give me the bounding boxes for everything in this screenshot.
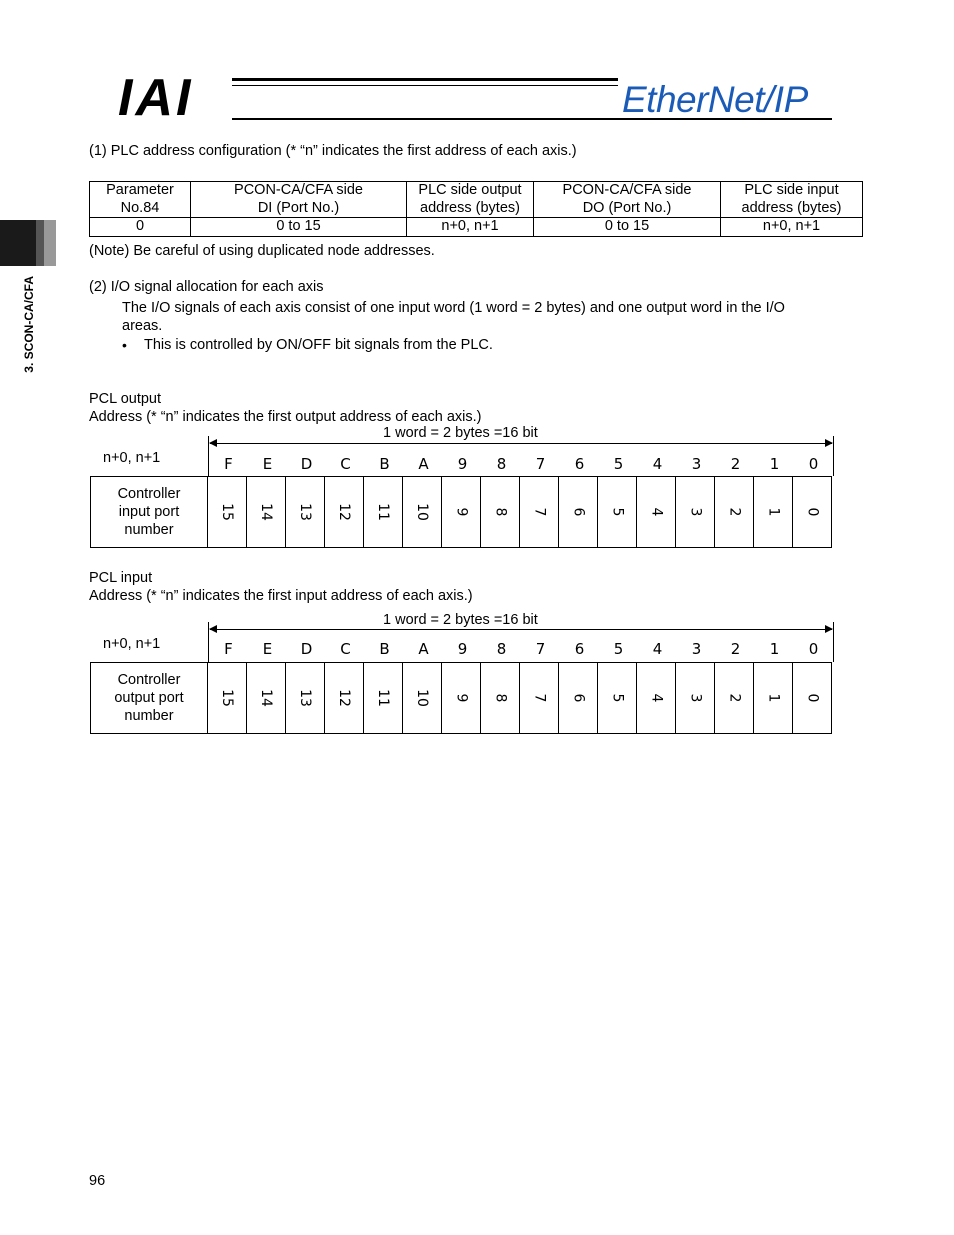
bit-cell: 10 <box>403 663 442 734</box>
dimension-line <box>210 443 832 444</box>
hex-label: B <box>379 455 390 473</box>
hex-label: A <box>418 455 429 473</box>
hex-label: 5 <box>613 455 624 473</box>
bit-cell: 1 <box>754 663 793 734</box>
header-cell: PLC side input address (bytes) <box>721 182 863 218</box>
row-label: Controller input port number <box>91 477 208 548</box>
hex-bit-labels <box>209 640 833 660</box>
table-cell: 0 to 15 <box>191 218 407 237</box>
header-cell: Parameter No.84 <box>90 182 191 218</box>
hex-label: 2 <box>730 640 741 658</box>
bit-cell: 7 <box>520 663 559 734</box>
bit-cell: 6 <box>559 477 598 548</box>
bit-cell: 0 <box>793 663 832 734</box>
bit-cell: 11 <box>364 477 403 548</box>
row-label: Controller output port number <box>91 663 208 734</box>
input-block-subtitle: Address (* “n” indicates the first input address of each axis.) <box>89 588 473 604</box>
header-cell: PLC side output address (bytes) <box>407 182 534 218</box>
input-bit-table <box>90 662 832 734</box>
hex-label: 4 <box>652 455 663 473</box>
arrow-left-icon <box>209 625 217 633</box>
hex-label: 9 <box>457 640 468 658</box>
hex-label: D <box>300 455 313 473</box>
hex-label: F <box>224 640 233 658</box>
plc-address-config-table <box>89 181 863 237</box>
bit-cell: 4 <box>637 477 676 548</box>
hex-label: 1 <box>769 455 780 473</box>
word-size-label: 1 word = 2 bytes =16 bit <box>383 425 538 441</box>
bit-cell: 14 <box>247 477 286 548</box>
dimension-tick <box>833 622 834 636</box>
bit-cell: 2 <box>715 663 754 734</box>
table-cell: n+0, n+1 <box>721 218 863 237</box>
hex-label: 7 <box>535 640 546 658</box>
table-header-row <box>90 182 863 218</box>
chapter-tab-marker <box>0 220 36 266</box>
page-number: 96 <box>89 1173 106 1189</box>
word-size-label: 1 word = 2 bytes =16 bit <box>383 612 538 628</box>
bit-cell: 9 <box>442 663 481 734</box>
bit-cell: 8 <box>481 663 520 734</box>
bit-cell: 8 <box>481 477 520 548</box>
bit-cell: 12 <box>325 477 364 548</box>
hex-label: 2 <box>730 455 741 473</box>
hex-bit-labels <box>209 455 833 475</box>
section2-heading: (2) I/O signal allocation for each axis <box>89 279 324 295</box>
hex-label: 0 <box>808 640 819 658</box>
section2-paragraph: The I/O signals of each axis consist of one input word (1 word = 2 bytes) and one output word in the I/O <box>122 300 785 316</box>
chapter-tab-marker <box>44 220 56 266</box>
bit-cell: 12 <box>325 663 364 734</box>
hex-label: 8 <box>496 640 507 658</box>
dimension-tick <box>833 436 834 450</box>
hex-label: D <box>300 640 313 658</box>
hex-label: F <box>224 455 233 473</box>
bit-cell: 11 <box>364 663 403 734</box>
bit-cell: 13 <box>286 663 325 734</box>
hex-label: 5 <box>613 640 624 658</box>
bit-cell: 15 <box>208 477 247 548</box>
table-row <box>91 477 832 548</box>
bit-cell: 2 <box>715 477 754 548</box>
output-block-title: PCL output <box>89 391 162 407</box>
iai-logo: IAI <box>118 69 194 127</box>
hex-label: 0 <box>808 455 819 473</box>
bit-cell: 5 <box>598 663 637 734</box>
hex-label: 3 <box>691 640 702 658</box>
bit-cell: 1 <box>754 477 793 548</box>
header-rule <box>232 85 618 86</box>
chapter-tab-marker <box>36 220 44 266</box>
table-cell: n+0, n+1 <box>407 218 534 237</box>
arrow-right-icon <box>825 439 833 447</box>
address-label: n+0, n+1 <box>103 636 161 652</box>
bit-cell: 5 <box>598 477 637 548</box>
table-row <box>90 218 863 237</box>
bullet-text: This is controlled by ON/OFF bit signals from the PLC. <box>144 337 493 353</box>
hex-label: 6 <box>574 455 585 473</box>
dimension-line <box>210 629 832 630</box>
hex-label: A <box>418 640 429 658</box>
header-cell: PCON-CA/CFA side DO (Port No.) <box>534 182 721 218</box>
hex-row-edge <box>833 636 834 662</box>
bit-cell: 3 <box>676 477 715 548</box>
bit-cell: 10 <box>403 477 442 548</box>
bit-cell: 7 <box>520 477 559 548</box>
hex-label: C <box>340 455 351 473</box>
note-text: (Note) Be careful of using duplicated node addresses. <box>89 243 435 259</box>
bullet-icon: • <box>122 337 127 353</box>
hex-label: 6 <box>574 640 585 658</box>
header-rule <box>232 78 618 81</box>
bit-cell: 4 <box>637 663 676 734</box>
table-cell: 0 to 15 <box>534 218 721 237</box>
hex-label: B <box>379 640 390 658</box>
table-cell: 0 <box>90 218 191 237</box>
hex-label: C <box>340 640 351 658</box>
output-block-subtitle: Address (* “n” indicates the first output address of each axis.) <box>89 409 482 425</box>
section2-paragraph: areas. <box>122 318 163 334</box>
hex-label: 7 <box>535 455 546 473</box>
bit-cell: 15 <box>208 663 247 734</box>
header-cell: PCON-CA/CFA side DI (Port No.) <box>191 182 407 218</box>
chapter-side-label: 3. SCON-CA/CFA <box>22 276 36 373</box>
output-bit-table <box>90 476 832 548</box>
hex-label: E <box>262 640 273 658</box>
section1-heading: (1) PLC address configuration (* “n” indicates the first address of each axis.) <box>89 143 577 159</box>
hex-label: 1 <box>769 640 780 658</box>
hex-label: 8 <box>496 455 507 473</box>
hex-row-edge <box>833 450 834 476</box>
bit-cell: 14 <box>247 663 286 734</box>
bit-cell: 13 <box>286 477 325 548</box>
hex-label: 9 <box>457 455 468 473</box>
input-block-title: PCL input <box>89 570 153 586</box>
arrow-right-icon <box>825 625 833 633</box>
hex-label: 4 <box>652 640 663 658</box>
hex-label: 3 <box>691 455 702 473</box>
bit-cell: 9 <box>442 477 481 548</box>
bit-cell: 3 <box>676 663 715 734</box>
address-label: n+0, n+1 <box>103 450 161 466</box>
bit-cell: 6 <box>559 663 598 734</box>
arrow-left-icon <box>209 439 217 447</box>
bit-cell: 0 <box>793 477 832 548</box>
table-row <box>91 663 832 734</box>
hex-label: E <box>262 455 273 473</box>
ethernet-ip-logo: EtherNet/IP <box>622 79 808 120</box>
